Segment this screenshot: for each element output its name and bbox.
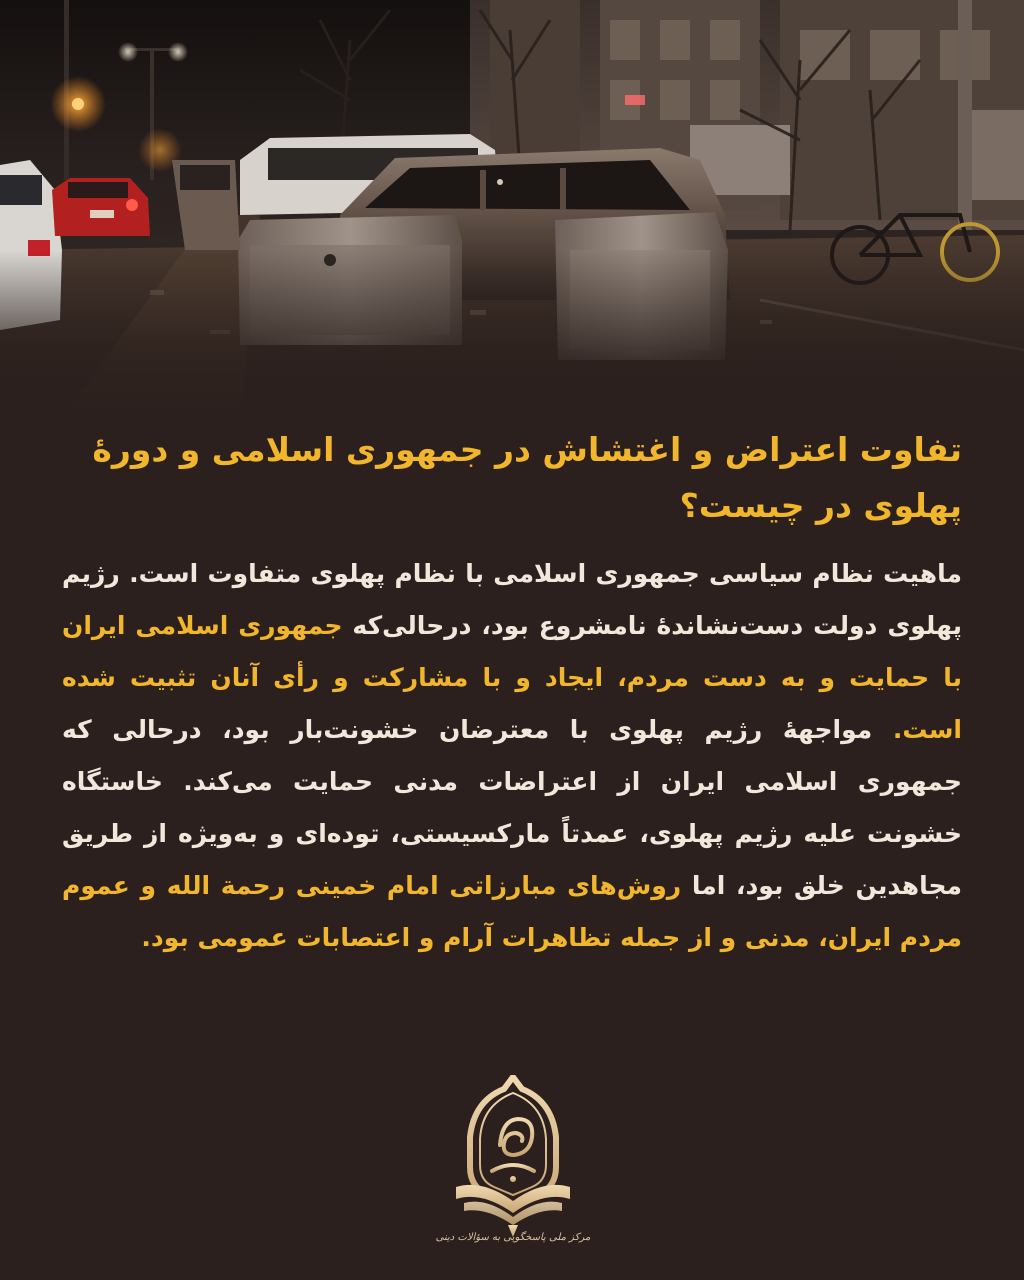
body-segment-1: ماهیت نظام سیاسی جمهوری اسلامی با نظام پهلوی متفاوت است. رژیم پهلوی دولت دست‌نشاندهٔ نامشروع بود، درحالی‌که	[62, 559, 962, 640]
body-highlight-1: جمهوری اسلامی ایران با حمایت و به دست مردم، ایجاد و با مشارکت و رأی آنان تثبیت شده است.	[62, 611, 962, 744]
logo-caption: مرکز ملی پاسخگویی به سؤالات دینی	[435, 1232, 591, 1243]
article-title: تفاوت اعتراض و اغتشاش در جمهوری اسلامی و دورهٔ پهلوی در چیست؟	[92, 430, 962, 525]
body-highlight-2: روش‌های مبارزاتی امام خمینی رحمة الله و عموم مردم ایران، مدنی و از جمله تظاهرات آرام و اعتصابات عمومی بود.	[62, 871, 962, 952]
street-photo	[0, 0, 1024, 420]
article	[62, 422, 962, 964]
body-segment-2: مواجههٔ رژیم پهلوی با معترضان خشونت‌بار بود، درحالی که جمهوری اسلامی ایران از اعتراضات مدنی حمایت می‌کند. خاستگاه خشونت علیه رژیم پهلوی، عمدتاً مارکسیستی، توده‌ای و به‌ویژه از طریق مجاهدین خلق بود، اما	[62, 715, 963, 900]
photo-fade-overlay	[0, 250, 1024, 420]
article-body	[62, 548, 962, 964]
